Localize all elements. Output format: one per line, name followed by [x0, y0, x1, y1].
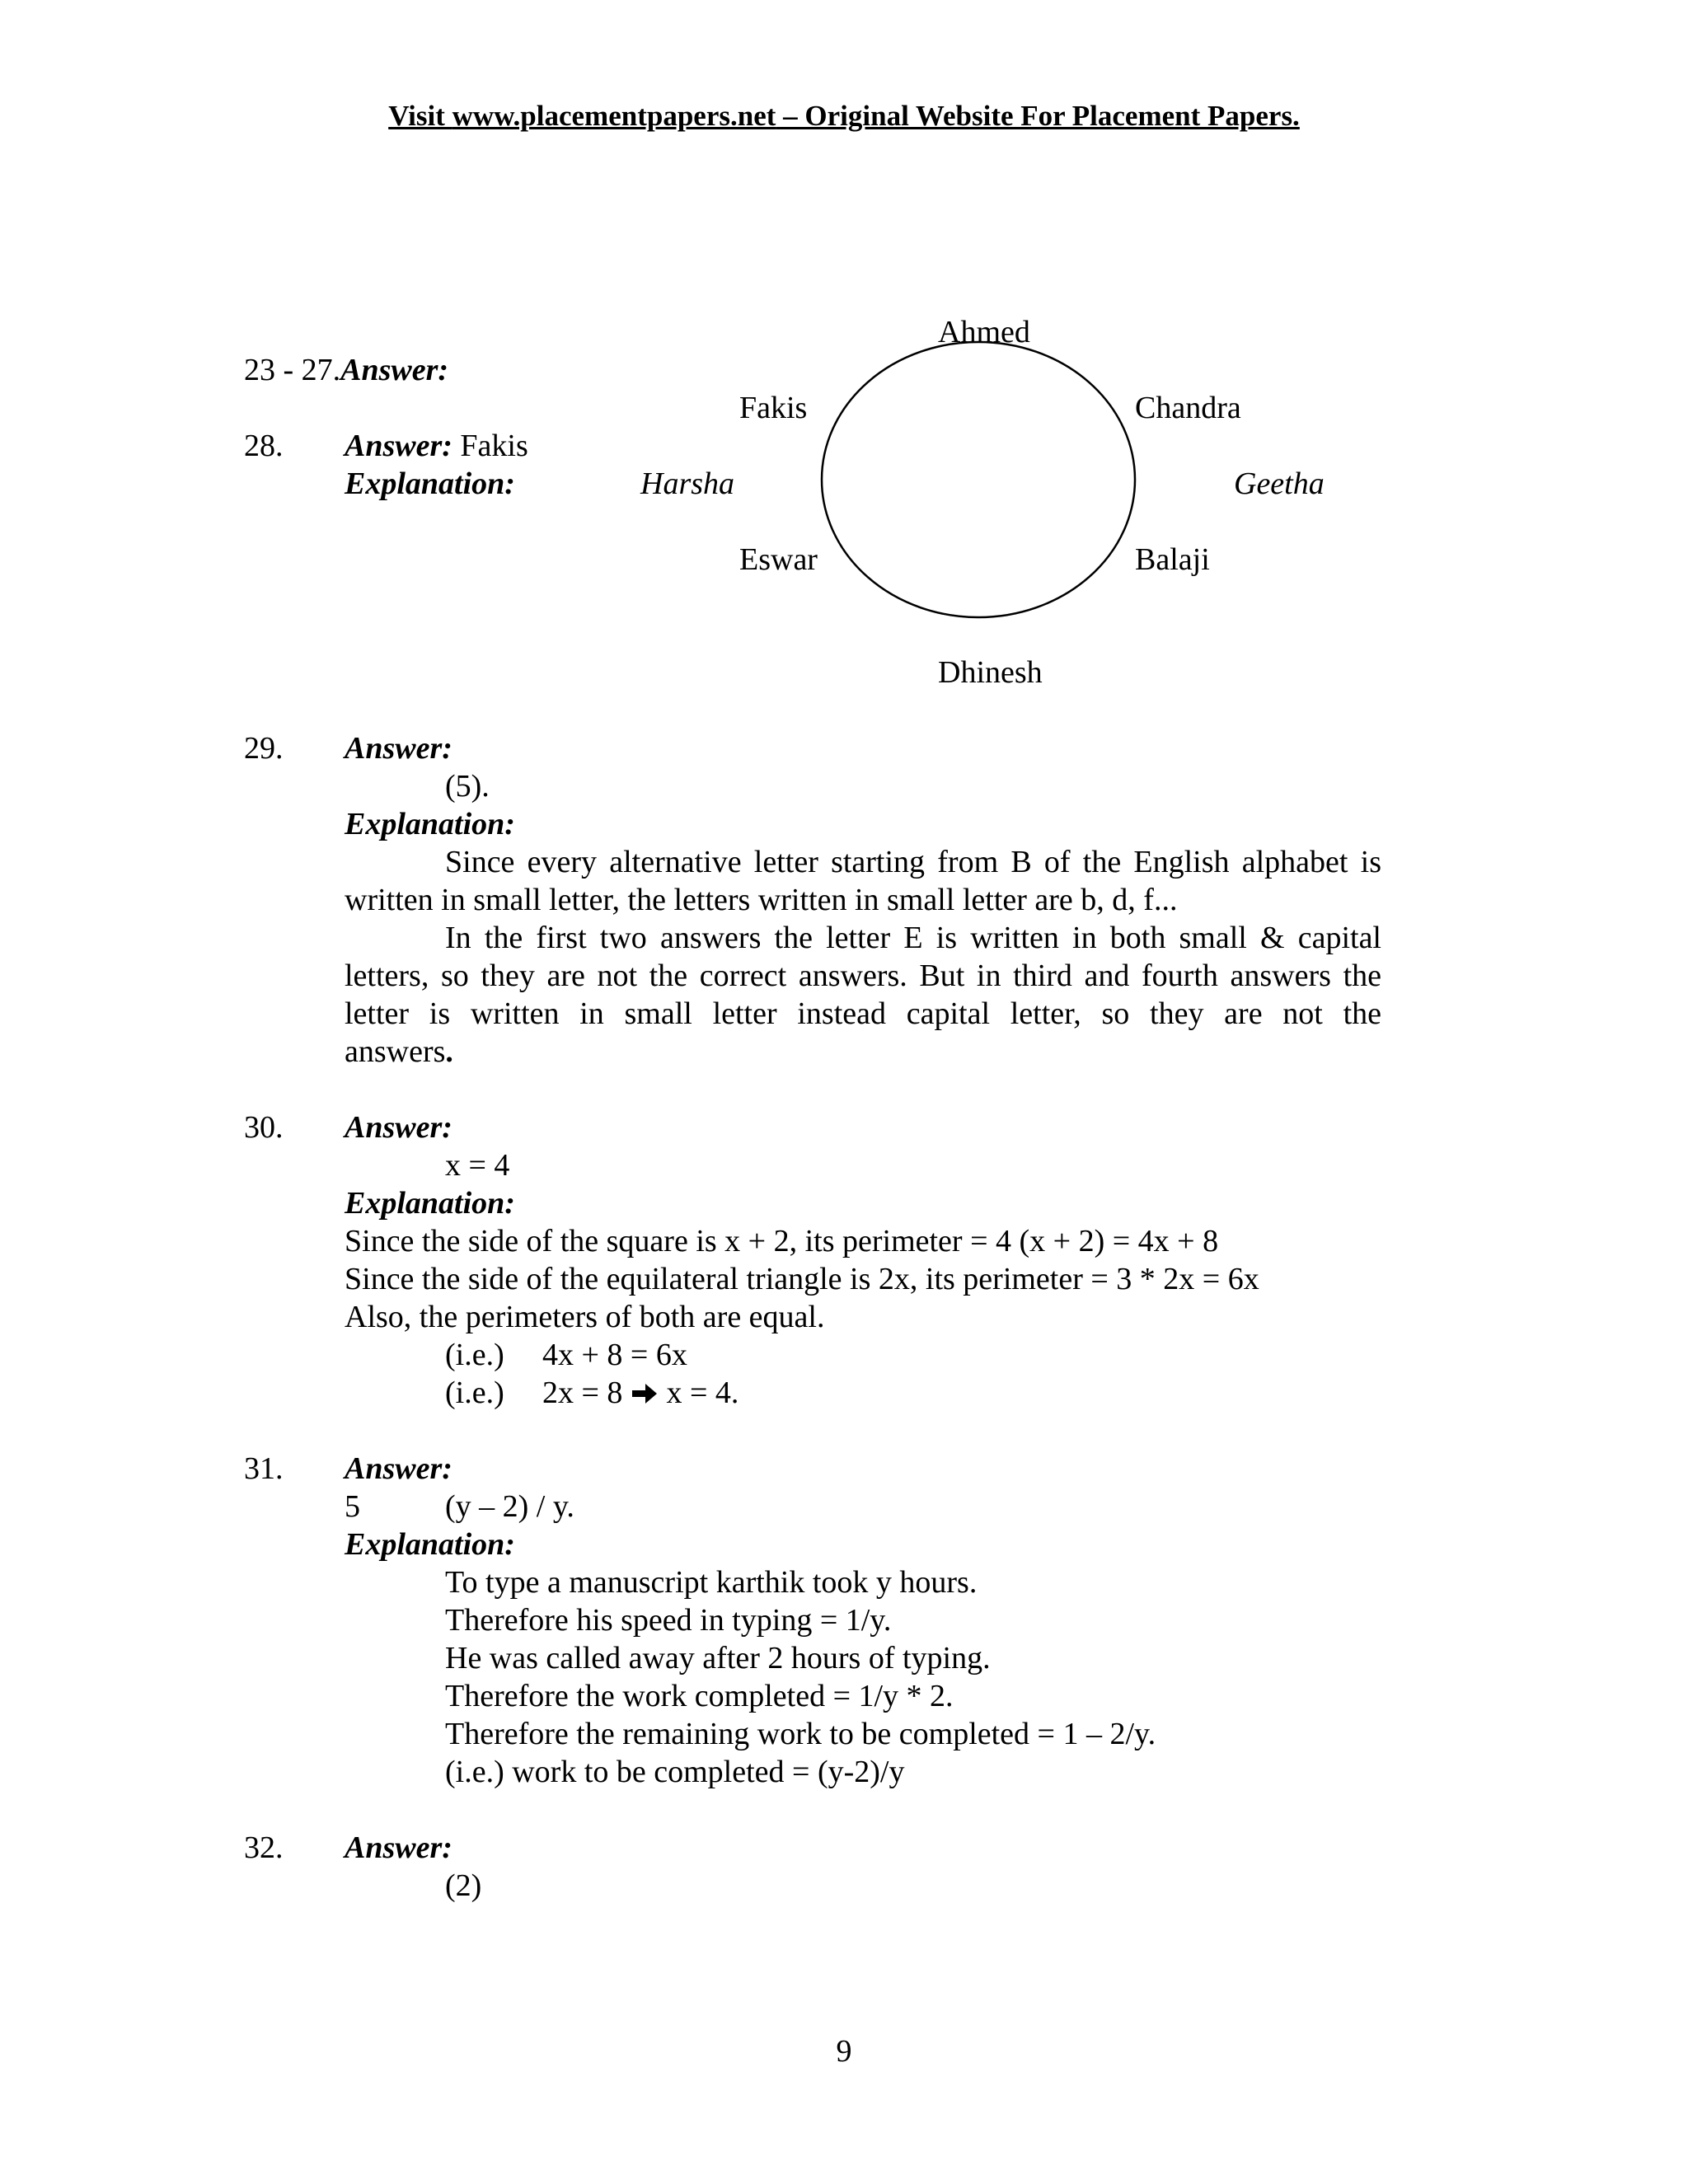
q29-p2-line4-row	[345, 1033, 1381, 1071]
q31-explanation-label: Explanation:	[345, 1527, 515, 1562]
q29-p2-line4: answers	[345, 1034, 446, 1069]
q31-answer-option: 5	[345, 1489, 360, 1524]
seat-harsha: Harsha	[640, 466, 735, 501]
seating-diagram	[0, 0, 1688, 742]
q28-answer-value: Fakis	[452, 429, 528, 463]
q30-answer-label: Answer:	[345, 1110, 452, 1145]
q30-line2: Since the side of the equilateral triangle is 2x, its perimeter = 3 * 2x = 6x	[345, 1262, 1259, 1296]
q30-line1: Since the side of the square is x + 2, its perimeter = 4 (x + 2) = 4x + 8	[345, 1224, 1219, 1258]
q30-ie2-expr-b: x = 4.	[666, 1376, 739, 1410]
q29-explanation-label: Explanation:	[345, 807, 515, 841]
q31-line4: Therefore the work completed = 1/y * 2.	[445, 1679, 954, 1713]
q31-line2: Therefore his speed in typing = 1/y.	[445, 1603, 892, 1638]
q29-p2-line2: letters, so they are not the correct answers. But in third and fourth answers the	[345, 958, 1381, 993]
q30-explanation-label: Explanation:	[345, 1186, 515, 1221]
q29-p2-end: .	[445, 1034, 453, 1069]
q29-answer-label: Answer:	[345, 731, 452, 766]
q29-p2-line1: In the first two answers the letter E is written in both small & capital	[445, 921, 1381, 955]
seat-eswar: Eswar	[739, 542, 818, 577]
header-site-link[interactable]: www.placementpapers.net	[452, 100, 776, 132]
q31-answer-label: Answer:	[345, 1451, 452, 1486]
q30-answer-value: x = 4	[445, 1148, 510, 1183]
q30-ie1-label: (i.e.)	[445, 1338, 504, 1372]
q30-ie2-row	[542, 1374, 738, 1412]
seat-chandra: Chandra	[1135, 391, 1241, 425]
q31-number: 31.	[244, 1451, 284, 1486]
q32-answer-label: Answer:	[345, 1830, 452, 1865]
seat-fakis: Fakis	[739, 391, 808, 425]
q29-p1-line1: Since every alternative letter starting from B of the English alphabet is	[445, 845, 1381, 879]
seat-balaji: Balaji	[1135, 542, 1210, 577]
header-tagline: – Original Website For Placement Papers.	[776, 100, 1300, 132]
q31-line5: Therefore the remaining work to be completed = 1 – 2/y.	[445, 1717, 1156, 1751]
q30-ie2-expr-a: 2x = 8	[542, 1376, 623, 1410]
q31-answer-expr: (y – 2) / y.	[445, 1489, 574, 1524]
q30-number: 30.	[244, 1110, 284, 1145]
q29-p2-line3: letter is written in small letter instead capital letter, so they are not the	[345, 996, 1381, 1031]
q31-line3: He was called away after 2 hours of typing.	[445, 1641, 991, 1675]
q31-line6: (i.e.) work to be completed = (y-2)/y	[445, 1755, 905, 1789]
q29-number: 29.	[244, 731, 284, 766]
q29-explanation-text	[345, 843, 1381, 1071]
q29-answer-value: (5).	[445, 769, 490, 804]
seat-dhinesh: Dhinesh	[938, 655, 1043, 690]
round-table-circle	[822, 342, 1135, 617]
page-number: 9	[836, 2034, 852, 2069]
q32-answer-value: (2)	[445, 1868, 482, 1903]
q31-line1: To type a manuscript karthik took y hours.	[445, 1565, 978, 1600]
q30-ie1-expr: 4x + 8 = 6x	[542, 1338, 687, 1372]
q28-number: 28.	[244, 429, 284, 463]
header-visit: Visit	[388, 100, 452, 132]
q28-answer-label: Answer:	[345, 429, 452, 463]
q30-line3: Also, the perimeters of both are equal.	[345, 1300, 825, 1334]
q32-number: 32.	[244, 1830, 284, 1865]
q29-p1-line2: written in small letter, the letters written in small letter are b, d, f...	[345, 883, 1178, 917]
right-arrow-icon	[631, 1381, 659, 1406]
q30-ie2-label: (i.e.)	[445, 1376, 504, 1410]
q23-27-answer-label: Answer:	[340, 353, 449, 387]
seat-geetha: Geetha	[1234, 466, 1325, 501]
seat-ahmed: Ahmed	[938, 315, 1030, 349]
q28-explanation-label: Explanation:	[345, 466, 515, 501]
q23-27-number: 23 - 27.	[244, 353, 341, 387]
